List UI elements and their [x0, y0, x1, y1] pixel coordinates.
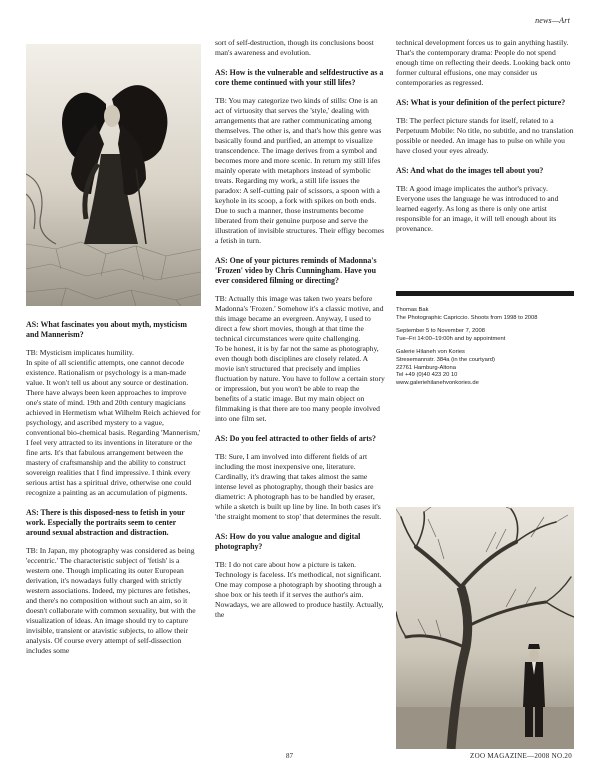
- answer-text: TB: The perfect picture stands for itself, related to a Perpetuum Mobile: No title, no subtitle, and no translation possible or needed. An image has to pulse on while you have closed your eyes already.: [396, 116, 574, 155]
- question-heading: AS: Do you feel attracted to other fields of arts?: [215, 434, 376, 443]
- gallery-city: 22761 Hamburg-Altona: [396, 364, 456, 371]
- exhibition-artist: Thomas Bak: [396, 307, 429, 313]
- exhibition-dates: September 5 to November 7, 2008: [396, 328, 485, 335]
- gallery-address-block: [396, 349, 574, 387]
- question-heading: AS: There is this disposed-ness to fetish in your work. Especially the portraits seem to center around sexual abstraction and distraction.: [26, 508, 185, 537]
- answer-text: sort of self-destruction, though its conclusions boost man's awareness and evolution.: [215, 38, 374, 57]
- answer-text: TB: In Japan, my photography was considered as being 'eccentric.' The characteristic subject of 'fetish' is a western one. Though implicating its outer European derivation, it's nowadays fully charged with strictly western associations. Indeed, my pictures are fetishes, and there's no composition without such an aim, so it doesn't collaborate with common sexuality, but with the visualization of ideas. An image should try to capture invisible, transient or atavistic subjects, to allow their analysis. Of course every attempt of self-dissection includes some: [26, 546, 196, 655]
- question-heading: AS: How do you value analogue and digital photography?: [215, 532, 361, 551]
- exhibition-hours: Tue–Fri 14:00–19:00h and by appointment: [396, 335, 506, 342]
- question-heading: AS: One of your pictures reminds of Madonna's 'Frozen' video by Chris Cunningham. Have you ever considered filming or directing?: [215, 256, 377, 285]
- gallery-street: Stresemannstr. 384a (in the courtyard): [396, 356, 495, 363]
- question-heading: AS: What is your definition of the perfect picture?: [396, 98, 566, 107]
- divider-rule: [396, 291, 574, 296]
- exhibition-info: [396, 307, 574, 393]
- gallery-website[interactable]: www.galeriehilanehvonkories.de: [396, 379, 479, 386]
- photo-man-with-tree: [396, 507, 574, 749]
- photo-woman-with-flowing-hair: [26, 44, 201, 306]
- gallery-phone: Tel +49 (0)40 423 20 10: [396, 372, 458, 379]
- answer-text: technical development forces us to gain anything hastily. That's the contemporary drama: People do not spend enough time on reflecting their deeds. Looking back onto former cultural effusions, one may consider us contemporaries as regressed.: [396, 38, 571, 87]
- answer-text: TB: You may categorize two kinds of stills: One is an act of virtuosity that serves the 'style,' dealing with arrangements that are rather communicating among themselves. The other is, and that's how this genre was basically found and purified, an attempt to visualize transcendence. The image derives from a symbol and becomes more and more scenic. In return my still lifes mainly operate with metaphors instead of symbolic treats. Regarding my work, a still life issues the paradox: A self-cutting pair of scissors, a spoon with a keyhole in its scoop, a fork with spikes on both ends. Due to such a manner, those instruments become liberated from their genuine purpose and serve the illustration of invisible structures. Their effigy becomes a fetish in turn.: [215, 96, 385, 245]
- answer-text: TB: I do not care about how a picture is taken. Technology is faceless. It's methodical, not significant. One may compose a photograph by shooting through a shoe box or his teeth if it serves the author's aim. Nowadays, we are allowed to produce hastily. Actually, the: [215, 560, 384, 619]
- gallery-name: Galerie Hilaneh von Kories: [396, 349, 465, 356]
- section-tag: news—Art: [535, 16, 570, 25]
- column-middle: [215, 38, 385, 622]
- exhibition-title: The Photographic Capriccio. Shoots from 1998 to 2008: [396, 314, 538, 321]
- question-heading: AS: And what do the images tell about you?: [396, 166, 544, 175]
- column-right: [396, 38, 574, 236]
- exhibition-dates-block: [396, 328, 574, 343]
- answer-text: TB: Sure, I am involved into different fields of art including the most inexpensive one, literature. Cardinally, it's drawing that takes almost the same intense level as photography, though their basics are diametric: A photograph has to be handled by eraser, while a sketch is built up line by line. In both cases it's 'the straight moment to stop' that determines the result.: [215, 452, 382, 521]
- answer-text: TB: Mysticism implicates humility. In spite of all scientific attempts, one cannot decode existence. Rationalism or psychology is a man-made value. It won't tell us about any source or destination. There have always been keen approaches to improve one's state of mind. 19th and 20th century magicians achieved in Hermetism what Wilhelm Reich achieved for psychology, and ascribed mystery to a vague, conventional bio-chemical basis. Regarding 'Mannerism,' I feel very attracted to its inventions in literature or the fine arts. It's that fabulous arrangement between the mastery of craftsmanship and the ability to construct sovereign realities that I find impressive. I think every serious artist has a spiritual drive, otherwise one could recognize a painting as an accumulation of pigments.: [26, 348, 201, 497]
- magazine-footer: ZOO MAGAZINE—2008 NO.20: [470, 752, 572, 760]
- column-left: [26, 310, 201, 658]
- page-number: 87: [286, 752, 293, 760]
- answer-text: TB: Actually this image was taken two years before Madonna's 'Frozen.' Somehow it's a classic motive, and this image became an evergreen. Anyway, I used to direct a few short movies, though at that time the technical circumstances were quite challenging. To be honest, it is by far not the same as photography, even though both disciplines are closely related. A movie isn't structured that precisely and implies fluctuation by nature. You have to follow a certain story or impression, but you won't be able to reap the benefits of a static image. But my main object on filmmaking is that there are too many people involved into one film set.: [215, 294, 385, 423]
- answer-text: TB: A good image implicates the author's privacy. Everyone uses the language he was introduced to and learned eagerly. As long as there is only one artist responsible for an image, it will tell enough about its provenance.: [396, 184, 559, 233]
- exhibition-artist-title: [396, 307, 574, 322]
- question-heading: AS: How is the vulnerable and selfdestructive as a core theme continued with your still lifes?: [215, 68, 384, 87]
- question-heading: AS: What fascinates you about myth, mysticism and Mannerism?: [26, 320, 187, 339]
